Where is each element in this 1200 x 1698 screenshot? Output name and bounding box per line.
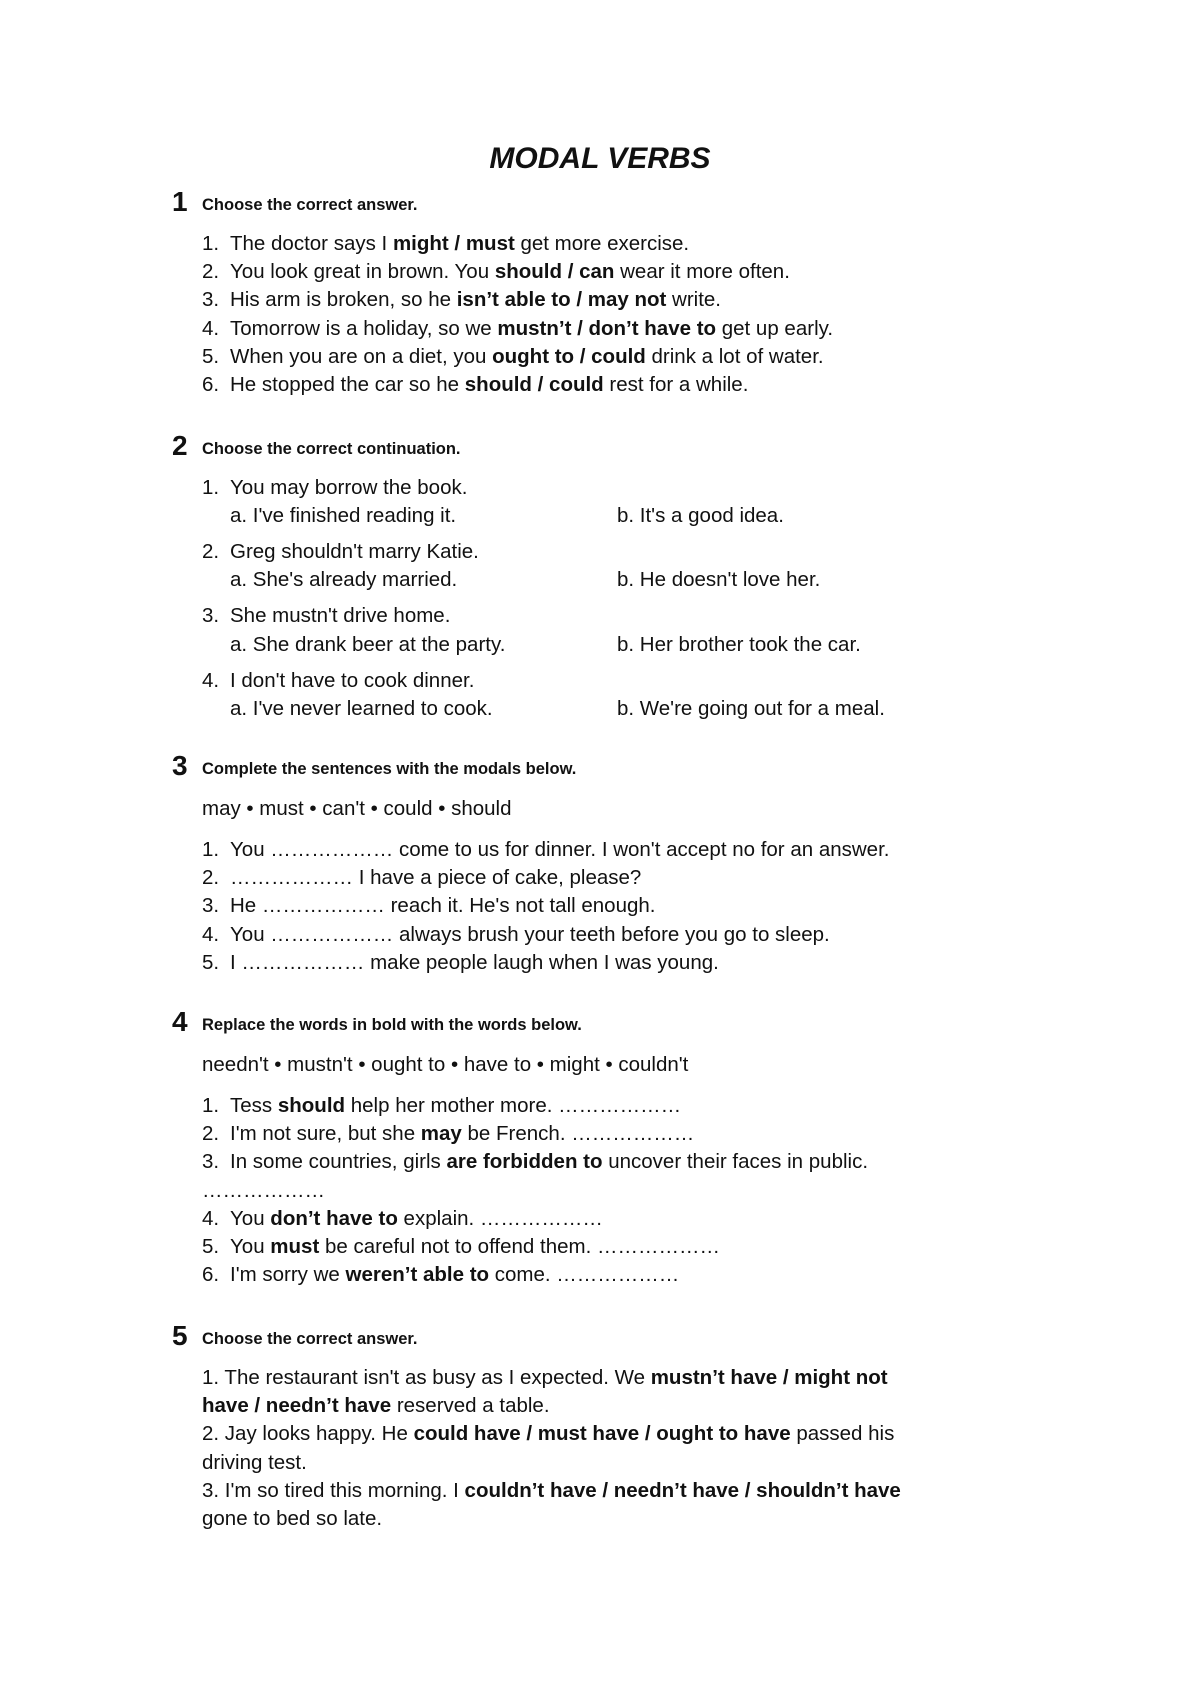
list-item: 5. I ……………… make people laugh when I was young. bbox=[202, 950, 719, 974]
section-instruction: Choose the correct answer. bbox=[202, 196, 418, 214]
list-item: 1. Tess should help her mother more. ……………… bbox=[202, 1094, 682, 1117]
list-item: 1. The doctor says I might / must get more exercise. bbox=[202, 232, 690, 255]
list-item: 2. ……………… I have a piece of cake, please? bbox=[202, 866, 642, 890]
list-item: 4. You don’t have to explain. ……………… bbox=[202, 1206, 603, 1230]
list-item: 2. I'm not sure, but she may be French. ……………… bbox=[202, 1122, 695, 1146]
list-item: 1. You ……………… come to us for dinner. I won't accept no for an answer. bbox=[202, 838, 890, 861]
section-number: 1 bbox=[172, 186, 188, 217]
list-item: 3. His arm is broken, so he isn’t able to / may not write. bbox=[202, 288, 722, 312]
section-2 bbox=[172, 430, 1032, 731]
section-3 bbox=[172, 750, 1032, 977]
section-number: 2 bbox=[172, 430, 188, 461]
list-item: 1. You may borrow the book. a. I've finished reading it. b. It's a good idea. bbox=[202, 474, 1032, 530]
section-number: 5 bbox=[172, 1320, 188, 1351]
section-instruction: Choose the correct continuation. bbox=[202, 440, 461, 458]
list-item: 3. She mustn't drive home. a. She drank beer at the party. b. Her brother took the car. bbox=[202, 602, 1032, 658]
list-item: 5. When you are on a diet, you ought to / could drink a lot of water. bbox=[202, 344, 824, 368]
option-a: a. I've never learned to cook. bbox=[230, 696, 493, 720]
list-item: 6. He stopped the car so he should / could rest for a while. bbox=[202, 372, 749, 396]
section-instruction: Replace the words in bold with the words below. bbox=[202, 1016, 582, 1034]
option-b: b. He doesn't love her. bbox=[617, 568, 821, 592]
option-a: a. She's already married. bbox=[230, 568, 458, 592]
list-item: 5. You must be careful not to offend them. ……………… bbox=[202, 1234, 720, 1258]
section-number: 3 bbox=[172, 750, 188, 781]
section-instruction: Choose the correct answer. bbox=[202, 1330, 418, 1348]
list-item: 2. Jay looks happy. He could have / must have / ought to have passed his driving test. bbox=[202, 1422, 895, 1474]
list-item: 1. The restaurant isn't as busy as I expected. We mustn’t have / might not have / needn’t have reserved a table. bbox=[202, 1366, 888, 1418]
section-5 bbox=[172, 1320, 1032, 1533]
list-item: 2. You look great in brown. You should / can wear it more often. bbox=[202, 260, 790, 284]
list-item: 3. In some countries, girls are forbidden to uncover their faces in public. bbox=[202, 1150, 869, 1174]
option-b: b. We're going out for a meal. bbox=[617, 696, 885, 720]
section-instruction: Complete the sentences with the modals below. bbox=[202, 760, 577, 778]
option-b: b. It's a good idea. bbox=[617, 504, 784, 528]
list-item: 4. I don't have to cook dinner. a. I've never learned to cook. b. We're going out for a meal. bbox=[202, 667, 1032, 723]
list-item: 4. Tomorrow is a holiday, so we mustn’t / don’t have to get up early. bbox=[202, 316, 834, 340]
list-item: 3. I'm so tired this morning. I couldn’t have / needn’t have / shouldn’t have gone to bed so late. bbox=[202, 1478, 901, 1530]
section-1 bbox=[172, 186, 1032, 399]
list-item: 6. I'm sorry we weren’t able to come. ……………… bbox=[202, 1263, 680, 1287]
section-number: 4 bbox=[172, 1006, 188, 1037]
option-a: a. She drank beer at the party. bbox=[230, 632, 506, 656]
word-bank: needn't • mustn't • ought to • have to • might • couldn't bbox=[202, 1053, 689, 1076]
option-a: a. I've finished reading it. bbox=[230, 504, 457, 528]
page-title: MODAL VERBS bbox=[489, 142, 711, 175]
list-item: 3. He ……………… reach it. He's not tall enough. bbox=[202, 894, 656, 918]
list-item: 2. Greg shouldn't marry Katie. a. She's already married. b. He doesn't love her. bbox=[202, 538, 1032, 594]
word-bank: may • must • can't • could • should bbox=[202, 797, 512, 820]
list-item: 4. You ……………… always brush your teeth before you go to sleep. bbox=[202, 922, 830, 946]
option-b: b. Her brother took the car. bbox=[617, 632, 861, 656]
section-4 bbox=[172, 1006, 1032, 1289]
answer-blank: ……………… bbox=[202, 1178, 325, 1202]
